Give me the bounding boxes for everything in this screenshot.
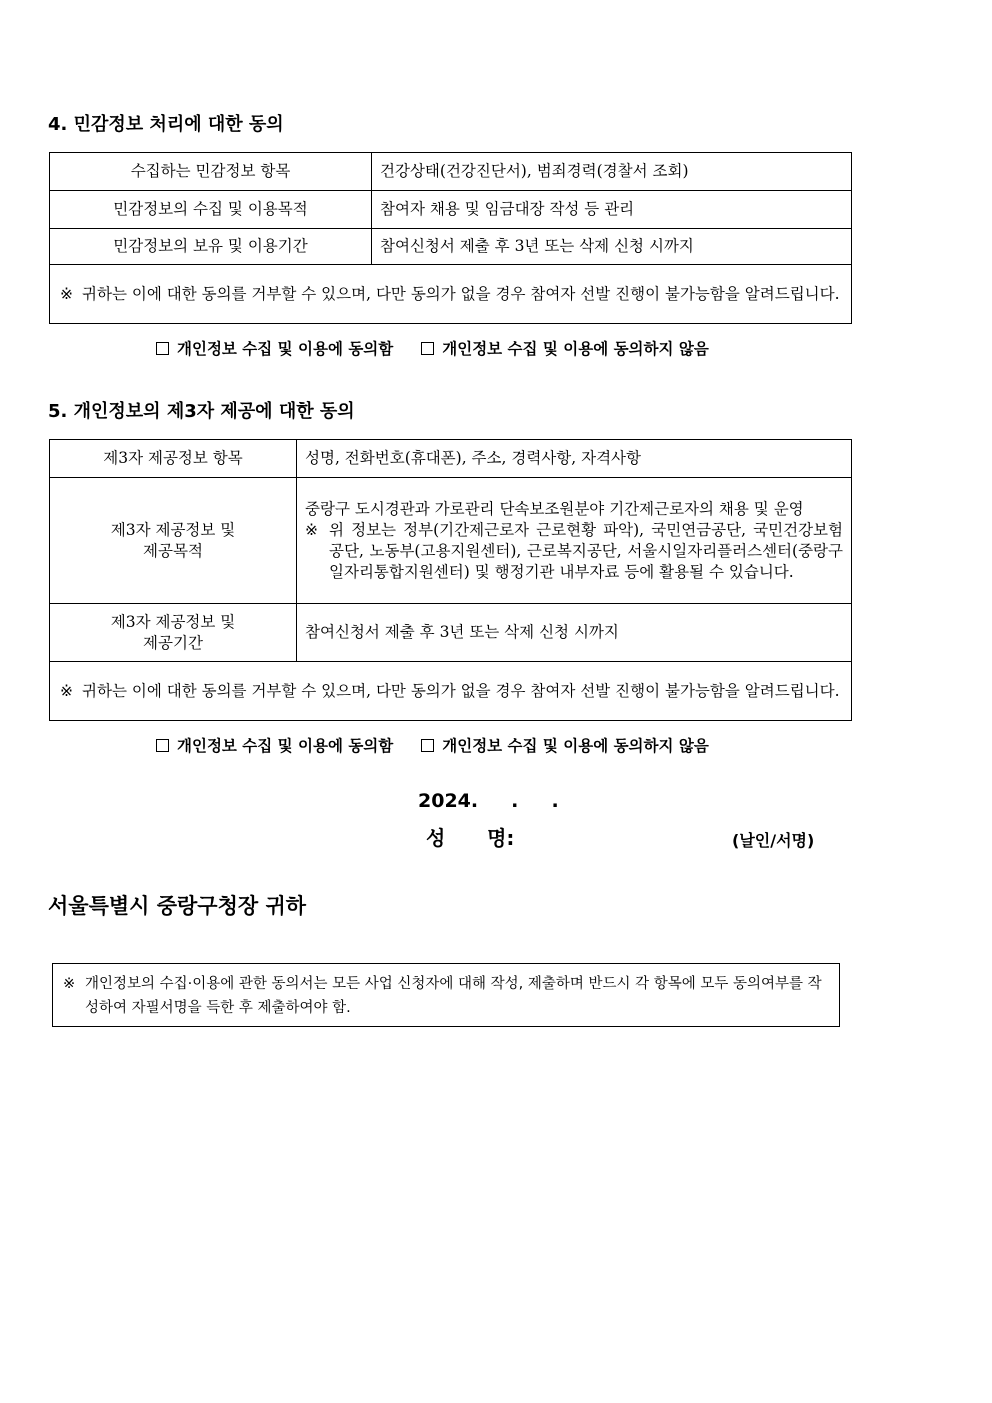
table-row bbox=[50, 229, 852, 265]
checkbox[interactable] bbox=[156, 739, 169, 752]
table-row bbox=[50, 191, 852, 229]
label-line: 제3자 제공정보 및 bbox=[110, 520, 236, 539]
table-row bbox=[50, 662, 852, 721]
disagree-option[interactable] bbox=[421, 337, 709, 359]
section5-title: 5. 개인정보의 제3자 제공에 대한 동의 bbox=[48, 401, 355, 422]
purpose-note: 위 정보는 정부(기간제근로자 근로현황 파악), 국민연금공단, 국민건강보험공단, 노동부(고용지원센터), 근로복지공단, 서울시일자리플러스센터(중랑구일자리통합지원센터) 및 행정기관 내부자료 등에 활용될 수 있습니다. bbox=[329, 520, 843, 581]
section5-consent bbox=[156, 734, 856, 756]
row-label: 민감정보의 보유 및 이용기간 bbox=[50, 229, 372, 265]
row-label bbox=[50, 604, 297, 662]
table-row bbox=[50, 265, 852, 324]
row-value: 참여신청서 제출 후 3년 또는 삭제 신청 시까지 bbox=[297, 604, 852, 662]
sensitive-info-table bbox=[49, 152, 852, 324]
date-field[interactable]: 2024. . . bbox=[418, 790, 559, 812]
agree-option[interactable] bbox=[156, 337, 393, 359]
row-value: 참여자 채용 및 임금대장 작성 등 관리 bbox=[372, 191, 852, 229]
agree-label: 개인정보 수집 및 이용에 동의함 bbox=[177, 736, 394, 755]
table-row bbox=[50, 153, 852, 191]
section4-title: 4. 민감정보 처리에 대한 동의 bbox=[48, 114, 284, 135]
disagree-option[interactable] bbox=[421, 734, 709, 756]
reference-mark: ※ bbox=[305, 520, 318, 539]
notice-text: 귀하는 이에 대한 동의를 거부할 수 있으며, 다만 동의가 없을 경우 참여자 선발 진행이 불가능함을 알려드립니다. bbox=[82, 284, 840, 303]
row-value bbox=[297, 478, 852, 604]
checkbox[interactable] bbox=[421, 342, 434, 355]
reference-mark: ※ bbox=[60, 284, 73, 303]
row-value: 건강상태(건강진단서), 범죄경력(경찰서 조회) bbox=[372, 153, 852, 191]
footnote-box bbox=[52, 963, 840, 1027]
section4-consent bbox=[156, 337, 856, 359]
row-label: 민감정보의 수집 및 이용목적 bbox=[50, 191, 372, 229]
row-label: 수집하는 민감정보 항목 bbox=[50, 153, 372, 191]
refusal-notice bbox=[50, 265, 852, 324]
name-field-label: 성 명: bbox=[426, 826, 515, 850]
row-value: 성명, 전화번호(휴대폰), 주소, 경력사항, 자격사항 bbox=[297, 440, 852, 478]
disagree-label: 개인정보 수집 및 이용에 동의하지 않음 bbox=[442, 339, 709, 358]
label-line: 제공목적 bbox=[143, 541, 203, 560]
table-row bbox=[50, 478, 852, 604]
table-row bbox=[50, 604, 852, 662]
purpose-text: 중랑구 도시경관과 가로관리 단속보조원분야 기간제근로자의 채용 및 운영 bbox=[305, 499, 804, 518]
addressee: 서울특별시 중랑구청장 귀하 bbox=[48, 894, 307, 918]
checkbox[interactable] bbox=[156, 342, 169, 355]
agree-option[interactable] bbox=[156, 734, 393, 756]
agree-label: 개인정보 수집 및 이용에 동의함 bbox=[177, 339, 394, 358]
sign-hint: (날인/서명) bbox=[732, 831, 815, 850]
disagree-label: 개인정보 수집 및 이용에 동의하지 않음 bbox=[442, 736, 709, 755]
reference-mark: ※ bbox=[60, 681, 73, 700]
row-label bbox=[50, 478, 297, 604]
label-line: 제공기간 bbox=[143, 633, 203, 652]
table-row bbox=[50, 440, 852, 478]
row-label: 제3자 제공정보 항목 bbox=[50, 440, 297, 478]
footnote-text: 개인정보의 수집·이용에 관한 동의서는 모든 사업 신청자에 대해 작성, 제출하며 반드시 각 항목에 모두 동의여부를 작성하여 자필서명을 득한 후 제출하여야 함. bbox=[85, 976, 822, 1016]
label-line: 제3자 제공정보 및 bbox=[110, 612, 236, 631]
reference-mark: ※ bbox=[63, 976, 76, 992]
notice-text: 귀하는 이에 대한 동의를 거부할 수 있으며, 다만 동의가 없을 경우 참여자 선발 진행이 불가능함을 알려드립니다. bbox=[82, 681, 840, 700]
checkbox[interactable] bbox=[421, 739, 434, 752]
refusal-notice bbox=[50, 662, 852, 721]
third-party-table bbox=[49, 439, 852, 721]
row-value: 참여신청서 제출 후 3년 또는 삭제 신청 시까지 bbox=[372, 229, 852, 265]
